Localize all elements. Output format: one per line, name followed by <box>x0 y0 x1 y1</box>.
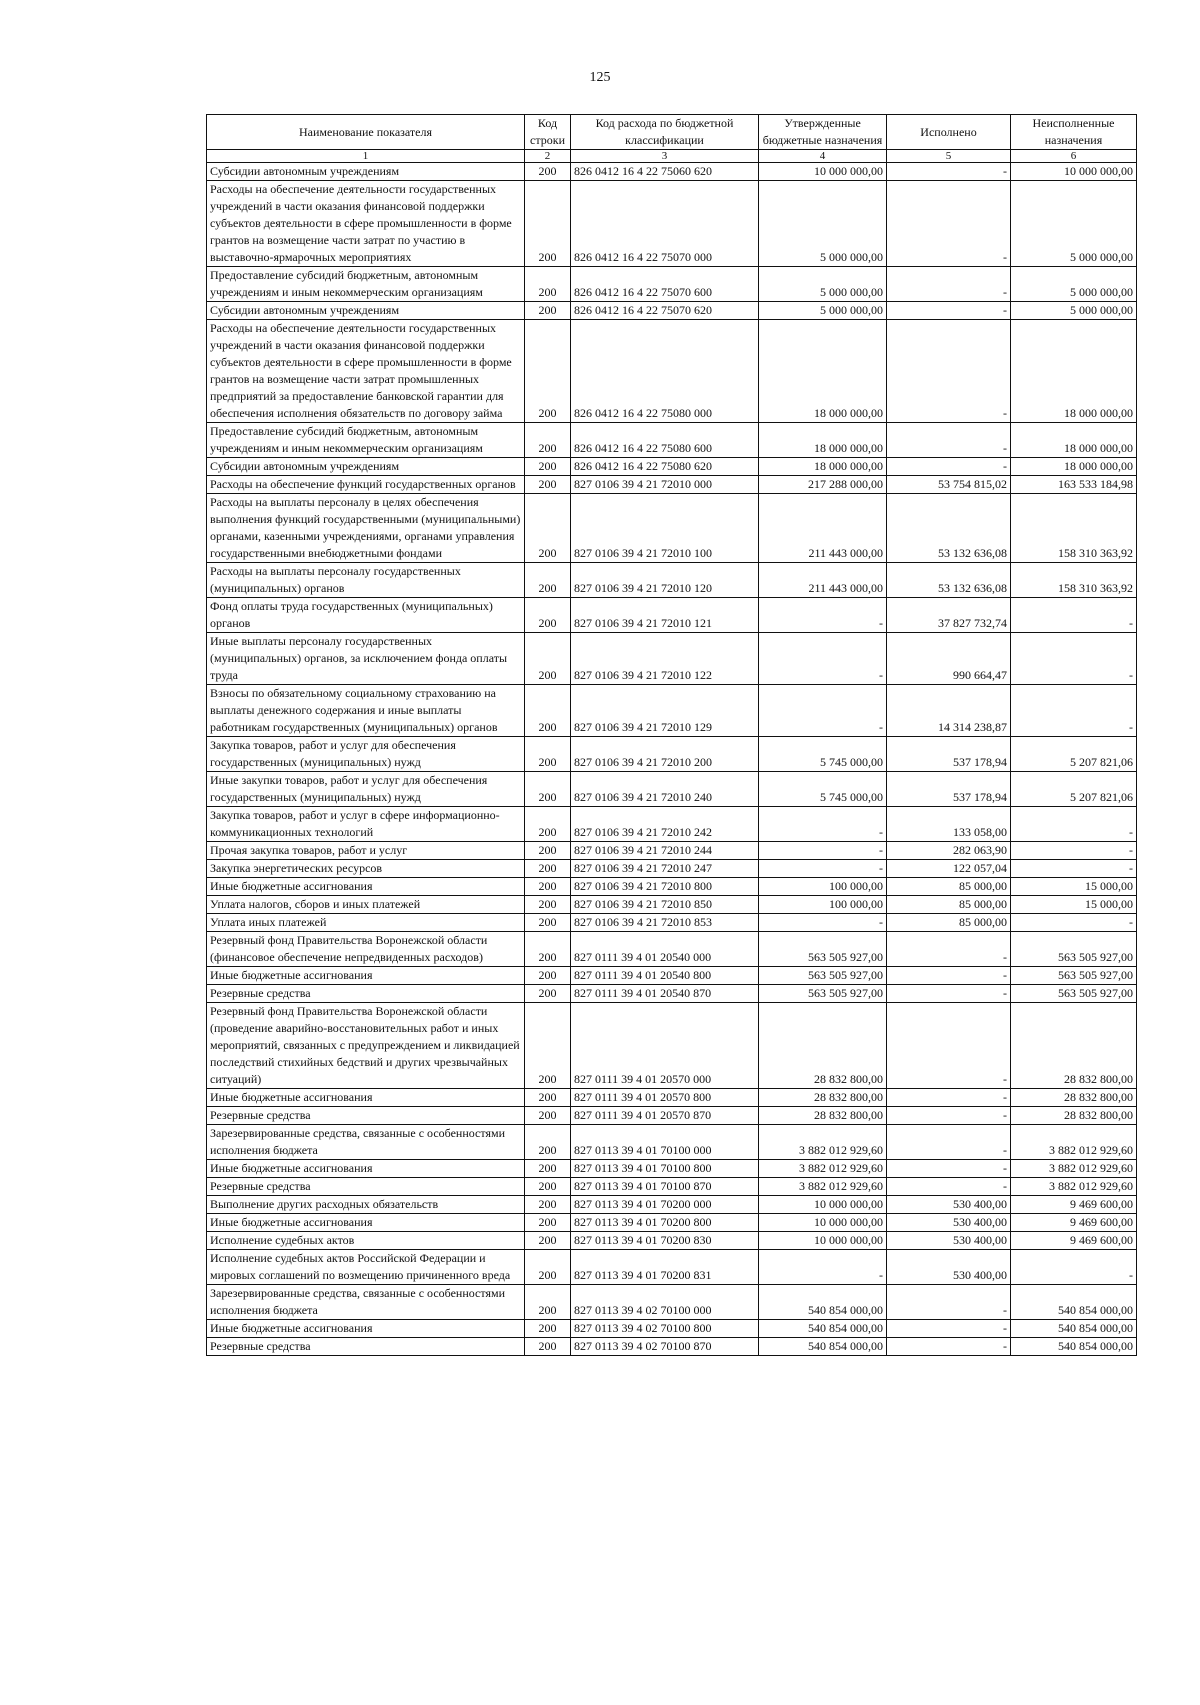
table-row <box>207 458 1137 476</box>
line-code: 200 <box>525 1196 571 1214</box>
executed-amount: - <box>887 1160 1011 1178</box>
remaining-amount: 5 207 821,06 <box>1011 737 1137 772</box>
line-code: 200 <box>525 1285 571 1320</box>
indicator-name: Взносы по обязательному социальному страхованию на выплаты денежного содержания и иные выплаты работникам государственных (муниципальных) органов <box>207 685 525 737</box>
executed-amount: 122 057,04 <box>887 860 1011 878</box>
indicator-name: Закупка товаров, работ и услуг в сфере информационно-коммуникационных технологий <box>207 807 525 842</box>
approved-amount: 10 000 000,00 <box>759 1214 887 1232</box>
line-code: 200 <box>525 476 571 494</box>
approved-amount: 5 745 000,00 <box>759 772 887 807</box>
executed-amount: - <box>887 967 1011 985</box>
remaining-amount: - <box>1011 685 1137 737</box>
approved-amount: 3 882 012 929,60 <box>759 1178 887 1196</box>
executed-amount: - <box>887 458 1011 476</box>
remaining-amount: 9 469 600,00 <box>1011 1232 1137 1250</box>
indicator-name: Иные бюджетные ассигнования <box>207 1089 525 1107</box>
table-row <box>207 842 1137 860</box>
table-row <box>207 967 1137 985</box>
table-row <box>207 598 1137 633</box>
column-number: 6 <box>1011 150 1137 163</box>
header-approved-appropriations: Утвержденные бюджетные назначения <box>759 115 887 150</box>
remaining-amount: - <box>1011 807 1137 842</box>
approved-amount: 28 832 800,00 <box>759 1107 887 1125</box>
approved-amount: 18 000 000,00 <box>759 320 887 423</box>
indicator-name: Иные бюджетные ассигнования <box>207 1214 525 1232</box>
budget-classification-code: 827 0113 39 4 01 70200 000 <box>571 1196 759 1214</box>
table-row <box>207 1196 1137 1214</box>
line-code: 200 <box>525 1107 571 1125</box>
approved-amount: 5 000 000,00 <box>759 181 887 267</box>
indicator-name: Расходы на обеспечение функций государственных органов <box>207 476 525 494</box>
table-row <box>207 302 1137 320</box>
approved-amount: 211 443 000,00 <box>759 563 887 598</box>
table-row <box>207 685 1137 737</box>
remaining-amount: 5 000 000,00 <box>1011 181 1137 267</box>
executed-amount: 537 178,94 <box>887 772 1011 807</box>
table-row <box>207 737 1137 772</box>
indicator-name: Зарезервированные средства, связанные с особенностями исполнения бюджета <box>207 1285 525 1320</box>
line-code: 200 <box>525 1232 571 1250</box>
indicator-name: Уплата налогов, сборов и иных платежей <box>207 896 525 914</box>
executed-amount: 537 178,94 <box>887 737 1011 772</box>
approved-amount: 5 745 000,00 <box>759 737 887 772</box>
approved-amount: 5 000 000,00 <box>759 267 887 302</box>
approved-amount: 18 000 000,00 <box>759 423 887 458</box>
executed-amount: 990 664,47 <box>887 633 1011 685</box>
line-code: 200 <box>525 163 571 181</box>
budget-classification-code: 826 0412 16 4 22 75080 000 <box>571 320 759 423</box>
budget-classification-code: 827 0111 39 4 01 20540 000 <box>571 932 759 967</box>
approved-amount: - <box>759 807 887 842</box>
budget-classification-code: 827 0106 39 4 21 72010 850 <box>571 896 759 914</box>
executed-amount: 53 132 636,08 <box>887 563 1011 598</box>
executed-amount: 530 400,00 <box>887 1214 1011 1232</box>
indicator-name: Предоставление субсидий бюджетным, автономным учреждениям и иным некоммерческим организациям <box>207 267 525 302</box>
table-row <box>207 1125 1137 1160</box>
indicator-name: Прочая закупка товаров, работ и услуг <box>207 842 525 860</box>
table-row <box>207 1178 1137 1196</box>
remaining-amount: - <box>1011 860 1137 878</box>
column-number: 4 <box>759 150 887 163</box>
budget-classification-code: 826 0412 16 4 22 75060 620 <box>571 163 759 181</box>
budget-execution-table <box>206 114 1137 1356</box>
approved-amount: 563 505 927,00 <box>759 985 887 1003</box>
budget-classification-code: 827 0106 39 4 21 72010 100 <box>571 494 759 563</box>
indicator-name: Иные выплаты персоналу государственных (муниципальных) органов, за исключением фонда оплаты труда <box>207 633 525 685</box>
line-code: 200 <box>525 967 571 985</box>
approved-amount: - <box>759 685 887 737</box>
header-indicator-name: Наименование показателя <box>207 115 525 150</box>
line-code: 200 <box>525 1250 571 1285</box>
line-code: 200 <box>525 932 571 967</box>
indicator-name: Расходы на обеспечение деятельности государственных учреждений в части оказания финансовой поддержки субъектов деятельности в сфере промышленности в форме грантов на возмещение части затрат промышленных предприятий за предоставление банковской гарантии для обеспечения исполнения обязательств по договору займа <box>207 320 525 423</box>
executed-amount: - <box>887 985 1011 1003</box>
remaining-amount: 28 832 800,00 <box>1011 1107 1137 1125</box>
executed-amount: 53 132 636,08 <box>887 494 1011 563</box>
approved-amount: 540 854 000,00 <box>759 1320 887 1338</box>
line-code: 200 <box>525 772 571 807</box>
executed-amount: - <box>887 932 1011 967</box>
executed-amount: - <box>887 1320 1011 1338</box>
remaining-amount: 9 469 600,00 <box>1011 1214 1137 1232</box>
approved-amount: 28 832 800,00 <box>759 1003 887 1089</box>
remaining-amount: - <box>1011 633 1137 685</box>
table-row <box>207 914 1137 932</box>
executed-amount: - <box>887 423 1011 458</box>
budget-classification-code: 827 0106 39 4 21 72010 129 <box>571 685 759 737</box>
budget-classification-code: 827 0111 39 4 01 20570 870 <box>571 1107 759 1125</box>
budget-classification-code: 827 0113 39 4 02 70100 800 <box>571 1320 759 1338</box>
executed-amount: - <box>887 1178 1011 1196</box>
table-row <box>207 1107 1137 1125</box>
budget-classification-code: 827 0106 39 4 21 72010 120 <box>571 563 759 598</box>
line-code: 200 <box>525 1125 571 1160</box>
line-code: 200 <box>525 807 571 842</box>
budget-classification-code: 827 0106 39 4 21 72010 000 <box>571 476 759 494</box>
approved-amount: - <box>759 842 887 860</box>
table-row <box>207 1232 1137 1250</box>
indicator-name: Резервные средства <box>207 1338 525 1356</box>
budget-classification-code: 826 0412 16 4 22 75070 000 <box>571 181 759 267</box>
remaining-amount: - <box>1011 598 1137 633</box>
line-code: 200 <box>525 842 571 860</box>
table-body <box>207 163 1137 1356</box>
budget-classification-code: 827 0111 39 4 01 20540 870 <box>571 985 759 1003</box>
remaining-amount: - <box>1011 914 1137 932</box>
remaining-amount: 5 000 000,00 <box>1011 267 1137 302</box>
budget-classification-code: 826 0412 16 4 22 75080 620 <box>571 458 759 476</box>
table-header-row <box>207 115 1137 150</box>
approved-amount: 18 000 000,00 <box>759 458 887 476</box>
remaining-amount: 28 832 800,00 <box>1011 1003 1137 1089</box>
executed-amount: - <box>887 320 1011 423</box>
budget-classification-code: 827 0113 39 4 02 70100 870 <box>571 1338 759 1356</box>
remaining-amount: 163 533 184,98 <box>1011 476 1137 494</box>
line-code: 200 <box>525 685 571 737</box>
executed-amount: 14 314 238,87 <box>887 685 1011 737</box>
executed-amount: - <box>887 1338 1011 1356</box>
indicator-name: Резервный фонд Правительства Воронежской области (финансовое обеспечение непредвиденных расходов) <box>207 932 525 967</box>
column-number: 1 <box>207 150 525 163</box>
indicator-name: Закупка энергетических ресурсов <box>207 860 525 878</box>
line-code: 200 <box>525 458 571 476</box>
indicator-name: Исполнение судебных актов <box>207 1232 525 1250</box>
line-code: 200 <box>525 914 571 932</box>
column-number: 2 <box>525 150 571 163</box>
line-code: 200 <box>525 633 571 685</box>
approved-amount: 10 000 000,00 <box>759 163 887 181</box>
remaining-amount: 18 000 000,00 <box>1011 458 1137 476</box>
line-code: 200 <box>525 1320 571 1338</box>
table-row <box>207 772 1137 807</box>
table-row <box>207 878 1137 896</box>
budget-classification-code: 827 0106 39 4 21 72010 244 <box>571 842 759 860</box>
indicator-name: Зарезервированные средства, связанные с особенностями исполнения бюджета <box>207 1125 525 1160</box>
table-row <box>207 563 1137 598</box>
remaining-amount: 15 000,00 <box>1011 878 1137 896</box>
budget-classification-code: 827 0113 39 4 01 70100 800 <box>571 1160 759 1178</box>
remaining-amount: 9 469 600,00 <box>1011 1196 1137 1214</box>
header-budget-classification-code: Код расхода по бюджетной классификации <box>571 115 759 150</box>
approved-amount: - <box>759 633 887 685</box>
line-code: 200 <box>525 985 571 1003</box>
table-row <box>207 1320 1137 1338</box>
approved-amount: 28 832 800,00 <box>759 1089 887 1107</box>
approved-amount: 211 443 000,00 <box>759 494 887 563</box>
approved-amount: 563 505 927,00 <box>759 967 887 985</box>
indicator-name: Иные закупки товаров, работ и услуг для обеспечения государственных (муниципальных) нужд <box>207 772 525 807</box>
budget-classification-code: 827 0113 39 4 01 70200 800 <box>571 1214 759 1232</box>
line-code: 200 <box>525 1003 571 1089</box>
indicator-name: Расходы на выплаты персоналу государственных (муниципальных) органов <box>207 563 525 598</box>
budget-classification-code: 827 0113 39 4 01 70200 831 <box>571 1250 759 1285</box>
indicator-name: Иные бюджетные ассигнования <box>207 967 525 985</box>
table-row <box>207 494 1137 563</box>
remaining-amount: 3 882 012 929,60 <box>1011 1178 1137 1196</box>
executed-amount: - <box>887 1285 1011 1320</box>
executed-amount: 530 400,00 <box>887 1196 1011 1214</box>
executed-amount: - <box>887 1089 1011 1107</box>
remaining-amount: 18 000 000,00 <box>1011 423 1137 458</box>
table-row <box>207 985 1137 1003</box>
remaining-amount: 540 854 000,00 <box>1011 1285 1137 1320</box>
budget-classification-code: 827 0106 39 4 21 72010 121 <box>571 598 759 633</box>
indicator-name: Исполнение судебных актов Российской Федерации и мировых соглашений по возмещению причиненного вреда <box>207 1250 525 1285</box>
header-line-code: Код строки <box>525 115 571 150</box>
budget-classification-code: 827 0106 39 4 21 72010 853 <box>571 914 759 932</box>
table-row <box>207 1003 1137 1089</box>
approved-amount: 3 882 012 929,60 <box>759 1125 887 1160</box>
table-row <box>207 633 1137 685</box>
line-code: 200 <box>525 598 571 633</box>
header-executed: Исполнено <box>887 115 1011 150</box>
remaining-amount: 540 854 000,00 <box>1011 1338 1137 1356</box>
indicator-name: Иные бюджетные ассигнования <box>207 878 525 896</box>
executed-amount: 530 400,00 <box>887 1250 1011 1285</box>
budget-classification-code: 826 0412 16 4 22 75070 600 <box>571 267 759 302</box>
column-number-row <box>207 150 1137 163</box>
table-row <box>207 1214 1137 1232</box>
indicator-name: Резервный фонд Правительства Воронежской области (проведение аварийно-восстановительных работ и иных мероприятий, связанных с предупреждением и ликвидацией последствий стихийных бедствий и других чрезвычайных ситуаций) <box>207 1003 525 1089</box>
executed-amount: - <box>887 163 1011 181</box>
remaining-amount: 10 000 000,00 <box>1011 163 1137 181</box>
table-row <box>207 181 1137 267</box>
line-code: 200 <box>525 860 571 878</box>
indicator-name: Расходы на обеспечение деятельности государственных учреждений в части оказания финансовой поддержки субъектов деятельности в сфере промышленности в форме грантов на возмещение части затрат по участию в выставочно-ярмарочных мероприятиях <box>207 181 525 267</box>
table-row <box>207 320 1137 423</box>
remaining-amount: 5 000 000,00 <box>1011 302 1137 320</box>
remaining-amount: 5 207 821,06 <box>1011 772 1137 807</box>
indicator-name: Субсидии автономным учреждениям <box>207 163 525 181</box>
indicator-name: Иные бюджетные ассигнования <box>207 1320 525 1338</box>
executed-amount: 37 827 732,74 <box>887 598 1011 633</box>
approved-amount: - <box>759 914 887 932</box>
remaining-amount: - <box>1011 1250 1137 1285</box>
line-code: 200 <box>525 1089 571 1107</box>
executed-amount: 133 058,00 <box>887 807 1011 842</box>
remaining-amount: - <box>1011 842 1137 860</box>
table-row <box>207 423 1137 458</box>
column-number: 5 <box>887 150 1011 163</box>
approved-amount: 10 000 000,00 <box>759 1196 887 1214</box>
indicator-name: Субсидии автономным учреждениям <box>207 302 525 320</box>
remaining-amount: 540 854 000,00 <box>1011 1320 1137 1338</box>
indicator-name: Фонд оплаты труда государственных (муниципальных) органов <box>207 598 525 633</box>
line-code: 200 <box>525 1338 571 1356</box>
line-code: 200 <box>525 878 571 896</box>
table-row <box>207 896 1137 914</box>
table-row <box>207 1338 1137 1356</box>
approved-amount: 100 000,00 <box>759 896 887 914</box>
table-row <box>207 1285 1137 1320</box>
executed-amount: 530 400,00 <box>887 1232 1011 1250</box>
approved-amount: 540 854 000,00 <box>759 1285 887 1320</box>
remaining-amount: 15 000,00 <box>1011 896 1137 914</box>
indicator-name: Расходы на выплаты персоналу в целях обеспечения выполнения функций государственными (муниципальными) органами, казенными учреждениями, органами управления государственными внебюджетными фондами <box>207 494 525 563</box>
approved-amount: 540 854 000,00 <box>759 1338 887 1356</box>
indicator-name: Предоставление субсидий бюджетным, автономным учреждениям и иным некоммерческим организациям <box>207 423 525 458</box>
executed-amount: - <box>887 1003 1011 1089</box>
budget-classification-code: 827 0106 39 4 21 72010 247 <box>571 860 759 878</box>
indicator-name: Закупка товаров, работ и услуг для обеспечения государственных (муниципальных) нужд <box>207 737 525 772</box>
approved-amount: 563 505 927,00 <box>759 932 887 967</box>
line-code: 200 <box>525 1178 571 1196</box>
budget-classification-code: 827 0111 39 4 01 20570 800 <box>571 1089 759 1107</box>
budget-classification-code: 827 0106 39 4 21 72010 242 <box>571 807 759 842</box>
column-number: 3 <box>571 150 759 163</box>
executed-amount: - <box>887 181 1011 267</box>
approved-amount: - <box>759 598 887 633</box>
remaining-amount: 158 310 363,92 <box>1011 494 1137 563</box>
page-number: 125 <box>589 70 611 85</box>
executed-amount: - <box>887 302 1011 320</box>
budget-classification-code: 827 0106 39 4 21 72010 200 <box>571 737 759 772</box>
remaining-amount: 3 882 012 929,60 <box>1011 1125 1137 1160</box>
indicator-name: Резервные средства <box>207 1107 525 1125</box>
indicator-name: Уплата иных платежей <box>207 914 525 932</box>
remaining-amount: 3 882 012 929,60 <box>1011 1160 1137 1178</box>
remaining-amount: 563 505 927,00 <box>1011 967 1137 985</box>
table-row <box>207 807 1137 842</box>
approved-amount: 217 288 000,00 <box>759 476 887 494</box>
budget-classification-code: 827 0113 39 4 02 70100 000 <box>571 1285 759 1320</box>
approved-amount: - <box>759 1250 887 1285</box>
line-code: 200 <box>525 1160 571 1178</box>
budget-classification-code: 826 0412 16 4 22 75080 600 <box>571 423 759 458</box>
remaining-amount: 563 505 927,00 <box>1011 932 1137 967</box>
indicator-name: Иные бюджетные ассигнования <box>207 1160 525 1178</box>
line-code: 200 <box>525 563 571 598</box>
approved-amount: 10 000 000,00 <box>759 1232 887 1250</box>
budget-classification-code: 827 0113 39 4 01 70200 830 <box>571 1232 759 1250</box>
line-code: 200 <box>525 302 571 320</box>
remaining-amount: 563 505 927,00 <box>1011 985 1137 1003</box>
executed-amount: - <box>887 1125 1011 1160</box>
line-code: 200 <box>525 1214 571 1232</box>
remaining-amount: 18 000 000,00 <box>1011 320 1137 423</box>
remaining-amount: 28 832 800,00 <box>1011 1089 1137 1107</box>
table-row <box>207 1250 1137 1285</box>
executed-amount: 85 000,00 <box>887 896 1011 914</box>
budget-classification-code: 827 0111 39 4 01 20540 800 <box>571 967 759 985</box>
executed-amount: 53 754 815,02 <box>887 476 1011 494</box>
table-row <box>207 1160 1137 1178</box>
line-code: 200 <box>525 494 571 563</box>
table-row <box>207 860 1137 878</box>
budget-classification-code: 827 0106 39 4 21 72010 240 <box>571 772 759 807</box>
approved-amount: 5 000 000,00 <box>759 302 887 320</box>
line-code: 200 <box>525 267 571 302</box>
approved-amount: 100 000,00 <box>759 878 887 896</box>
executed-amount: 85 000,00 <box>887 914 1011 932</box>
line-code: 200 <box>525 320 571 423</box>
budget-classification-code: 827 0111 39 4 01 20570 000 <box>571 1003 759 1089</box>
table-row <box>207 163 1137 181</box>
line-code: 200 <box>525 737 571 772</box>
line-code: 200 <box>525 181 571 267</box>
budget-classification-code: 826 0412 16 4 22 75070 620 <box>571 302 759 320</box>
indicator-name: Резервные средства <box>207 985 525 1003</box>
budget-classification-code: 827 0113 39 4 01 70100 000 <box>571 1125 759 1160</box>
approved-amount: - <box>759 860 887 878</box>
line-code: 200 <box>525 423 571 458</box>
indicator-name: Выполнение других расходных обязательств <box>207 1196 525 1214</box>
table-row <box>207 932 1137 967</box>
budget-classification-code: 827 0113 39 4 01 70100 870 <box>571 1178 759 1196</box>
executed-amount: - <box>887 1107 1011 1125</box>
indicator-name: Субсидии автономным учреждениям <box>207 458 525 476</box>
header-unexecuted-appropriations: Неисполненные назначения <box>1011 115 1137 150</box>
budget-classification-code: 827 0106 39 4 21 72010 800 <box>571 878 759 896</box>
remaining-amount: 158 310 363,92 <box>1011 563 1137 598</box>
table-row <box>207 476 1137 494</box>
table-row <box>207 267 1137 302</box>
line-code: 200 <box>525 896 571 914</box>
executed-amount: 85 000,00 <box>887 878 1011 896</box>
approved-amount: 3 882 012 929,60 <box>759 1160 887 1178</box>
budget-classification-code: 827 0106 39 4 21 72010 122 <box>571 633 759 685</box>
executed-amount: - <box>887 267 1011 302</box>
indicator-name: Резервные средства <box>207 1178 525 1196</box>
executed-amount: 282 063,90 <box>887 842 1011 860</box>
table-row <box>207 1089 1137 1107</box>
